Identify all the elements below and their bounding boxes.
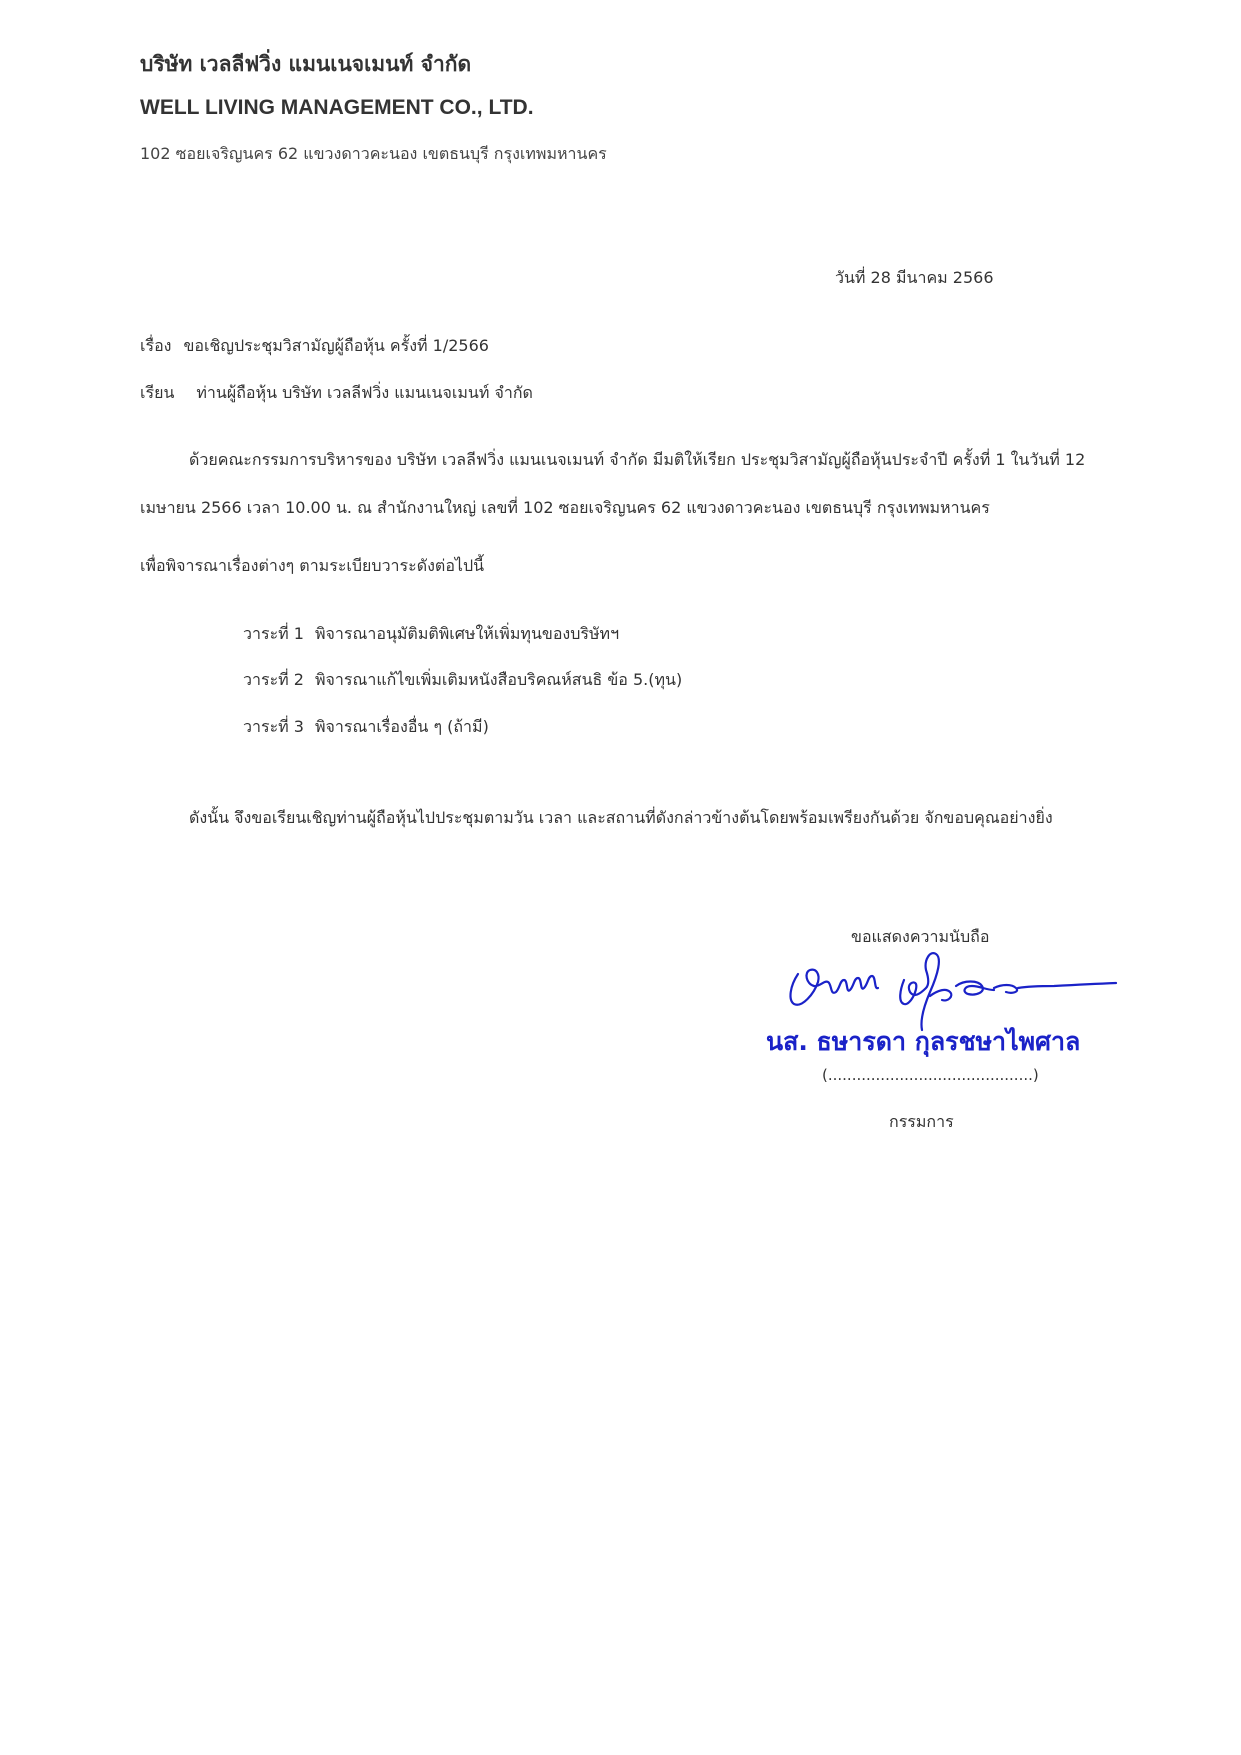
agenda-text: พิจารณาอนุมัติมติพิเศษให้เพิ่มทุนของบริษัทฯ bbox=[315, 624, 620, 643]
company-name-english: WELL LIVING MANAGEMENT CO., LTD. bbox=[140, 96, 534, 119]
closing-paragraph: ดังนั้น จึงขอเรียนเชิญท่านผู้ถือหุ้นไปประชุมตามวัน เวลา และสถานที่ดังกล่าวข้างต้นโดยพร้อมเพรียงกันด้วย จักขอบคุณอย่างยิ่ง bbox=[189, 808, 1053, 827]
agenda-item bbox=[243, 668, 682, 693]
agenda-text: พิจารณาแก้ไขเพิ่มเติมหนังสือบริคณห์สนธิ ข้อ 5.(ทุน) bbox=[315, 670, 683, 689]
agenda-text: พิจารณาเรื่องอื่น ๆ (ถ้ามี) bbox=[315, 717, 489, 736]
subject-text: ขอเชิญประชุมวิสามัญผู้ถือหุ้น ครั้งที่ 1/2566 bbox=[183, 336, 489, 355]
body-paragraph-line-3: เพื่อพิจารณาเรื่องต่างๆ ตามระเบียบวาระดังต่อไปนี้ bbox=[140, 556, 485, 575]
recipient-label: เรียน bbox=[140, 383, 175, 402]
signer-name: นส. ธษารดา กุลรชษาไพศาล bbox=[766, 1027, 1081, 1056]
company-address: 102 ซอยเจริญนคร 62 แขวงดาวคะนอง เขตธนบุรี กรุงเทพมหานคร bbox=[140, 144, 607, 163]
subject-label: เรื่อง bbox=[140, 336, 172, 355]
agenda-item bbox=[243, 715, 489, 740]
recipient-text: ท่านผู้ถือหุ้น บริษัท เวลลีฟวิ่ง แมนเนจเมนท์ จำกัด bbox=[196, 383, 533, 402]
regards-text: ขอแสดงความนับถือ bbox=[851, 927, 990, 946]
agenda-number: วาระที่ 2 bbox=[243, 670, 304, 689]
agenda-number: วาระที่ 3 bbox=[243, 717, 304, 736]
letter-date: วันที่ 28 มีนาคม 2566 bbox=[835, 268, 994, 287]
recipient-line bbox=[140, 381, 533, 406]
body-paragraph-line-1: ด้วยคณะกรรมการบริหารของ บริษัท เวลลีฟวิ่ง แมนเนจเมนท์ จำกัด มีมติให้เรียก ประชุมวิสามัญผู้ถือหุ้นประจำปี ครั้งที่ 1 ในวันที่ 12 bbox=[189, 450, 1086, 469]
agenda-number: วาระที่ 1 bbox=[243, 624, 304, 643]
company-name-thai: บริษัท เวลลีฟวิ่ง แมนเนจเมนท์ จำกัด bbox=[140, 52, 472, 76]
body-paragraph-line-2: เมษายน 2566 เวลา 10.00 น. ณ สำนักงานใหญ่ เลขที่ 102 ซอยเจริญนคร 62 แขวงดาวคะนอง เขตธนบุรี กรุงเทพมหานคร bbox=[140, 498, 990, 517]
signature-dotted-line: (...........................................) bbox=[822, 1066, 1039, 1084]
signer-position: กรรมการ bbox=[889, 1112, 954, 1131]
agenda-item bbox=[243, 622, 619, 647]
subject-line bbox=[140, 334, 489, 359]
